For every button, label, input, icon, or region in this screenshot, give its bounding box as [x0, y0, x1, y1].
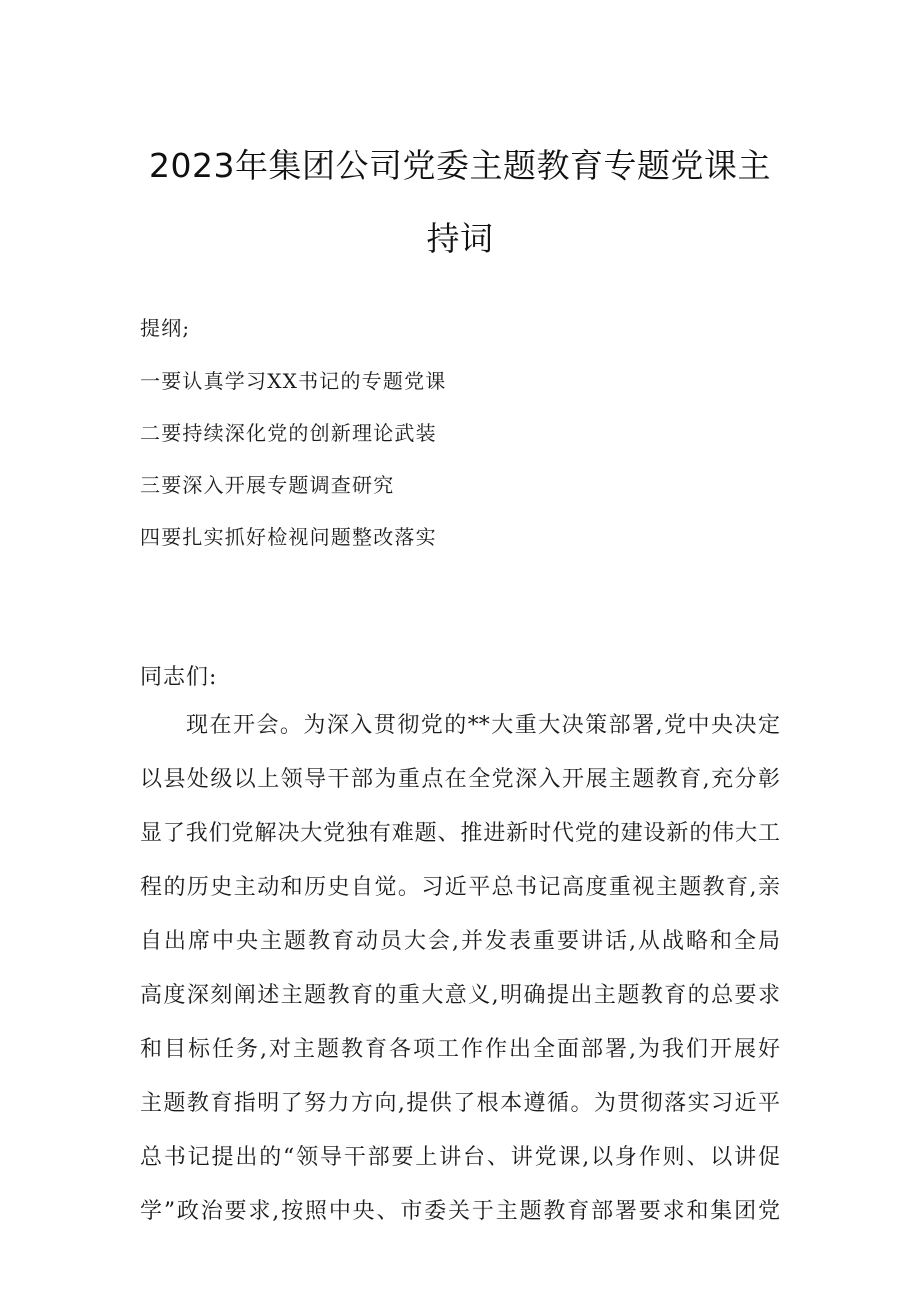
document-title-line-2: 持词: [426, 219, 494, 258]
outline-item-1: 一要认真学习XX书记的专题党课: [140, 369, 447, 393]
document-title-line-1: 2023年集团公司党委主题教育专题党课主: [149, 146, 771, 185]
body-line: 以县处级以上领导干部为重点在全党深入开展主题教育,充分彰: [140, 767, 780, 792]
body-line: 主题教育指明了努力方向,提供了根本遵循。为贯彻落实习近平: [140, 1091, 780, 1116]
body-line: 显了我们党解决大党独有难题、推进新时代党的建设新的伟大工: [140, 821, 780, 846]
outline-item-2: 二要持续深化党的创新理论武装: [140, 421, 437, 445]
outline-label: 提纲;: [140, 316, 191, 340]
outline-item-3: 三要深入开展专题调查研究: [140, 473, 395, 497]
body-line: 高度深刻阐述主题教育的重大意义,明确提出主题教育的总要求: [140, 983, 780, 1008]
body-line: 和目标任务,对主题教育各项工作作出全面部署,为我们开展好: [140, 1037, 780, 1062]
body-line: 总书记提出的“领导干部要上讲台、讲党课,以身作则、以讲促: [140, 1145, 780, 1170]
body-line: 学”政治要求,按照中央、市委关于主题教育部署要求和集团党: [140, 1199, 780, 1224]
outline-item-4: 四要扎实抓好检视问题整改落实: [140, 525, 437, 549]
body-line: 程的历史主动和历史自觉。习近平总书记高度重视主题教育,亲: [140, 875, 780, 900]
body-line: 现在开会。为深入贯彻党的**大重大决策部署,党中央决定: [186, 713, 780, 738]
body-line: 自出席中央主题教育动员大会,并发表重要讲话,从战略和全局: [140, 929, 780, 954]
greeting: 同志们:: [140, 665, 218, 690]
